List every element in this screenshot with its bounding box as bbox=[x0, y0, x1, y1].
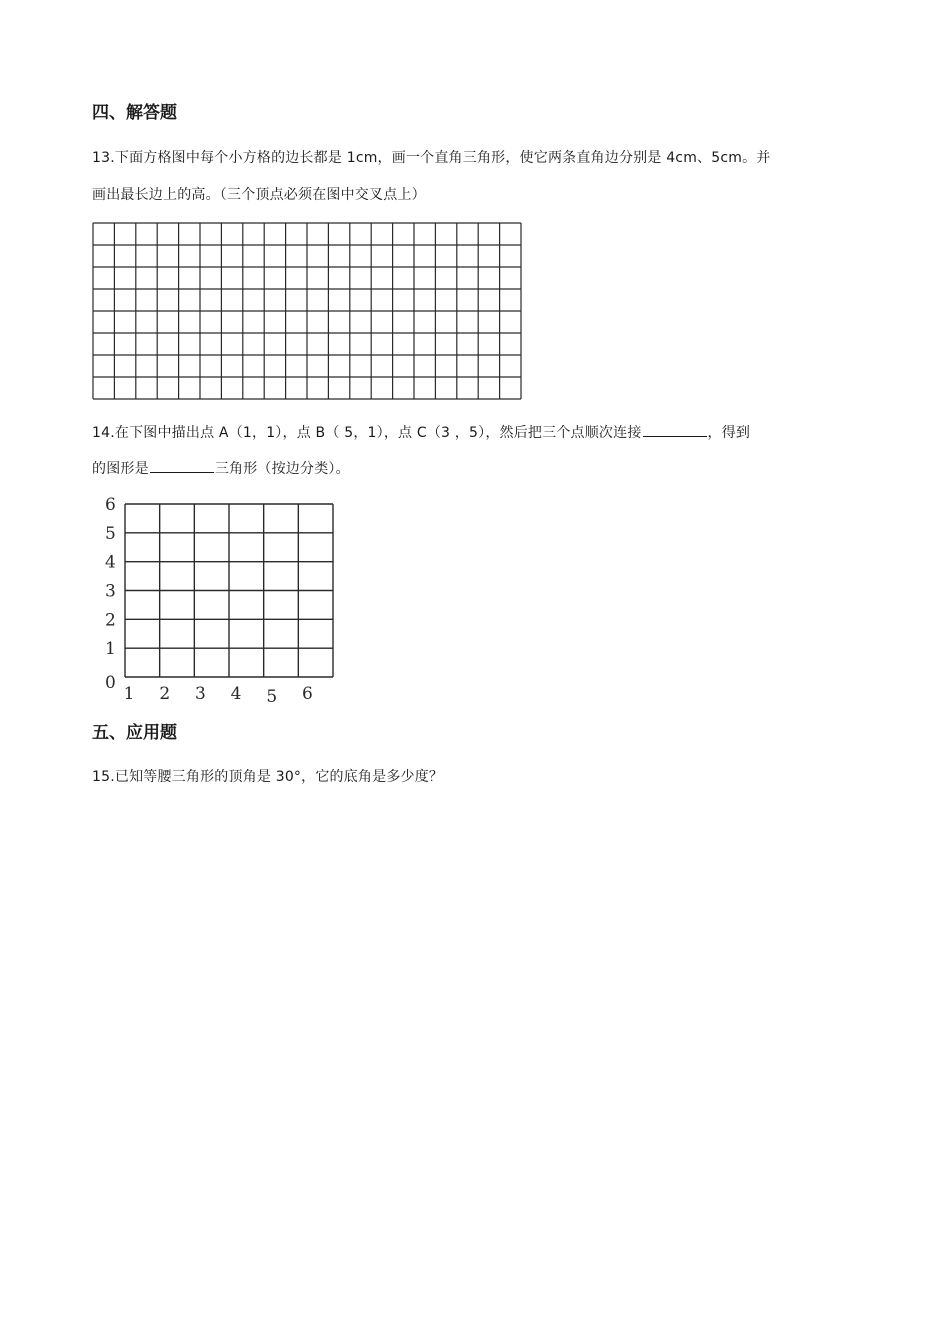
question-14-text-d: 三角形（按边分类）。 bbox=[214, 461, 350, 477]
square-grid-q13 bbox=[92, 222, 524, 402]
section-title-answer-questions: 四、解答题 bbox=[92, 103, 177, 123]
x-axis-label: 5 bbox=[266, 687, 278, 707]
y-axis-label: 3 bbox=[105, 581, 116, 602]
question-13-line-1: 13.下面方格图中每个小方格的边长都是 1cm，画一个直角三角形，使它两条直角边分别是 4cm、5cm。并 bbox=[92, 150, 771, 166]
y-axis-label: 1 bbox=[105, 639, 116, 660]
answer-blank-1[interactable] bbox=[643, 422, 707, 437]
x-axis-label: 6 bbox=[302, 684, 313, 704]
x-axis-label: 2 bbox=[159, 684, 171, 704]
x-axis-label: 1 bbox=[123, 684, 135, 704]
y-axis-label: 6 bbox=[105, 495, 116, 515]
question-14-text-a: 14.在下图中描出点 A（1，1），点 B（ 5，1），点 C（3 ，5），然后把三个点顺次连接 bbox=[92, 425, 642, 441]
question-14-line-1 bbox=[92, 422, 750, 442]
section-title-application-questions: 五、应用题 bbox=[92, 723, 177, 743]
y-axis-label: 2 bbox=[105, 610, 116, 631]
coordinate-grid-q14 bbox=[95, 495, 355, 710]
y-axis-label: 0 bbox=[105, 673, 116, 693]
x-axis-label: 4 bbox=[230, 684, 242, 704]
question-15: 15.已知等腰三角形的顶角是 30°，它的底角是多少度？ bbox=[92, 769, 444, 785]
question-13-line-2: 画出最长边上的高。（三个顶点必须在图中交叉点上） bbox=[92, 187, 426, 203]
answer-blank-2[interactable] bbox=[150, 458, 214, 473]
y-axis-label: 5 bbox=[105, 523, 116, 544]
question-14-text-b: ，得到 bbox=[707, 425, 751, 441]
x-axis-label: 3 bbox=[195, 684, 206, 704]
question-14-text-c: 的图形是 bbox=[92, 461, 149, 477]
y-axis-label: 4 bbox=[105, 552, 116, 573]
question-14-line-2 bbox=[92, 458, 350, 478]
